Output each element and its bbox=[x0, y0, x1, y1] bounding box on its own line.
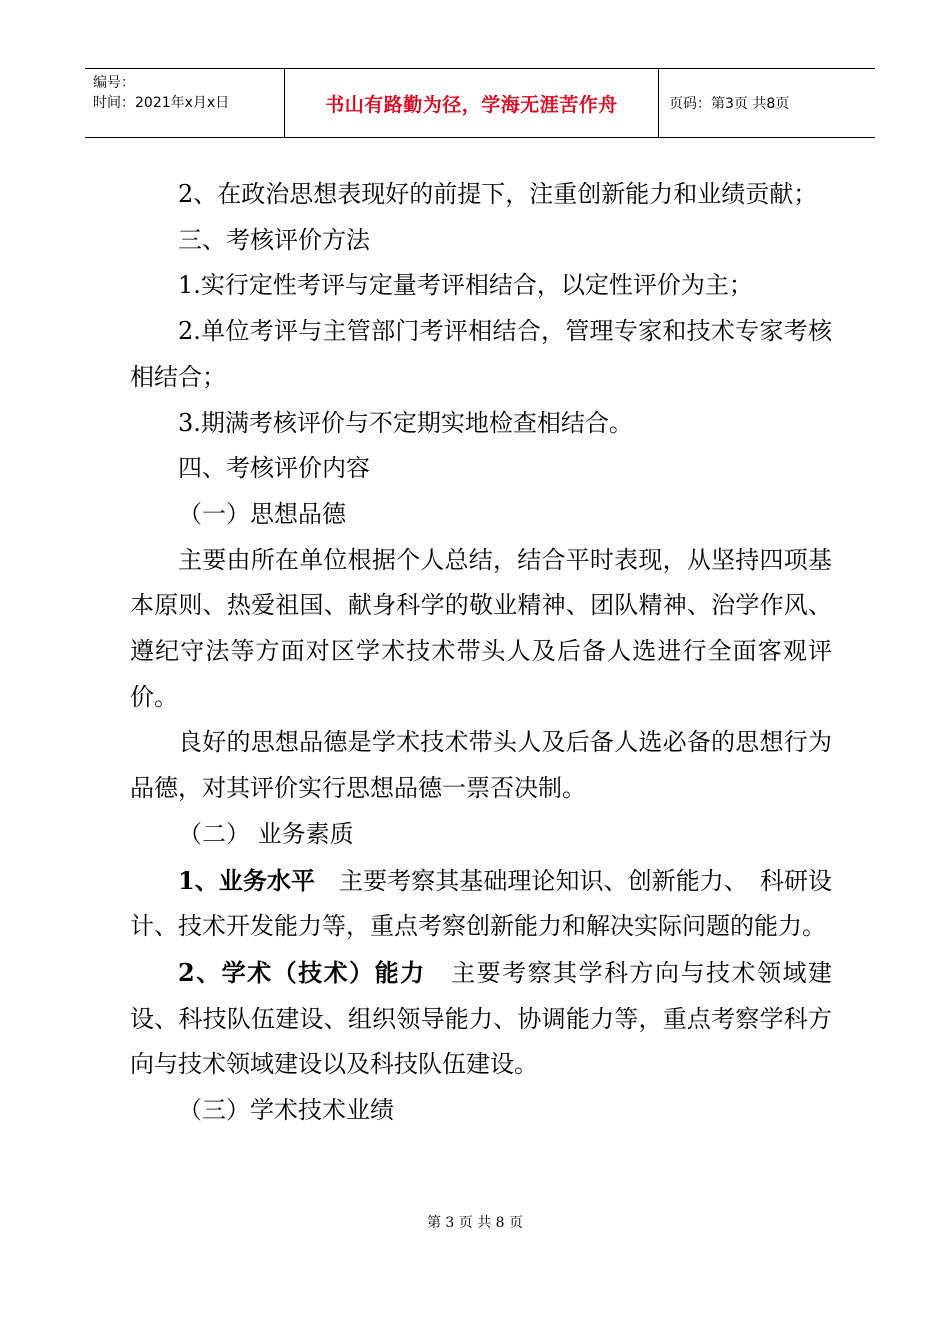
subheading-1: （一）思想品德 bbox=[178, 499, 346, 528]
number-label: 编号： bbox=[93, 75, 135, 91]
document-body bbox=[130, 172, 832, 1134]
header-page-label: 页码：第3页 共8页 bbox=[669, 96, 790, 112]
paragraph-3: 1.实行定性考评与定量考评相结合，以定性评价为主； bbox=[178, 271, 753, 300]
paragraph-4: 2.单位考评与主管部门考评相结合，管理专家和技术专家考核相结合； bbox=[130, 317, 832, 391]
paragraph-12 bbox=[130, 950, 832, 1088]
section-heading-4: 四、考核评价内容 bbox=[178, 454, 370, 483]
page-footer: 第 3 页 共 8 页 bbox=[426, 1215, 524, 1231]
paragraph-5: 3.期满考核评价与不定期实地检查相结合。 bbox=[178, 408, 633, 437]
paragraph-11-lead: 1、业务水平 bbox=[178, 865, 315, 895]
subheading-2: （二） 业务素质 bbox=[178, 819, 354, 848]
header-meta bbox=[85, 69, 285, 137]
subheading-3: （三）学术技术业绩 bbox=[178, 1096, 394, 1125]
paragraph-12-text: 主要考察其学科方向与技术领域建设、科技队伍建设、组织领导能力、协调能力等，重点考察学科方向与技术领域建设以及科技队伍建设。 bbox=[130, 958, 833, 1079]
page-header bbox=[85, 68, 875, 138]
paragraph-12-lead: 2、学术（技术）能力 bbox=[178, 957, 426, 987]
paragraph-11 bbox=[130, 858, 832, 950]
paragraph-8: 主要由所在单位根据个人总结，结合平时表现，从坚持四项基本原则、热爱祖国、献身科学的敬业精神、团队精神、治学作风、遵纪守法等方面对区学术技术带头人及后备人选进行全面客观评价。 bbox=[130, 545, 832, 711]
paragraph-9: 良好的思想品德是学术技术带头人及后备人选必备的思想行为品德，对其评价实行思想品德一票否决制。 bbox=[130, 728, 832, 803]
section-heading-3: 三、考核评价方法 bbox=[178, 225, 370, 254]
date-label: 时间：2021年x月x日 bbox=[93, 95, 230, 111]
header-motto: 书山有路勤为径，学海无涯苦作舟 bbox=[285, 69, 659, 137]
paragraph-1: 2、在政治思想表现好的前提下，注重创新能力和业绩贡献； bbox=[178, 180, 818, 208]
paragraph-11-text: 主要考察其基础理论知识、创新能力、 科研设计、技术开发能力等，重点考察创新能力和解决实际问题的能力。 bbox=[130, 866, 833, 941]
